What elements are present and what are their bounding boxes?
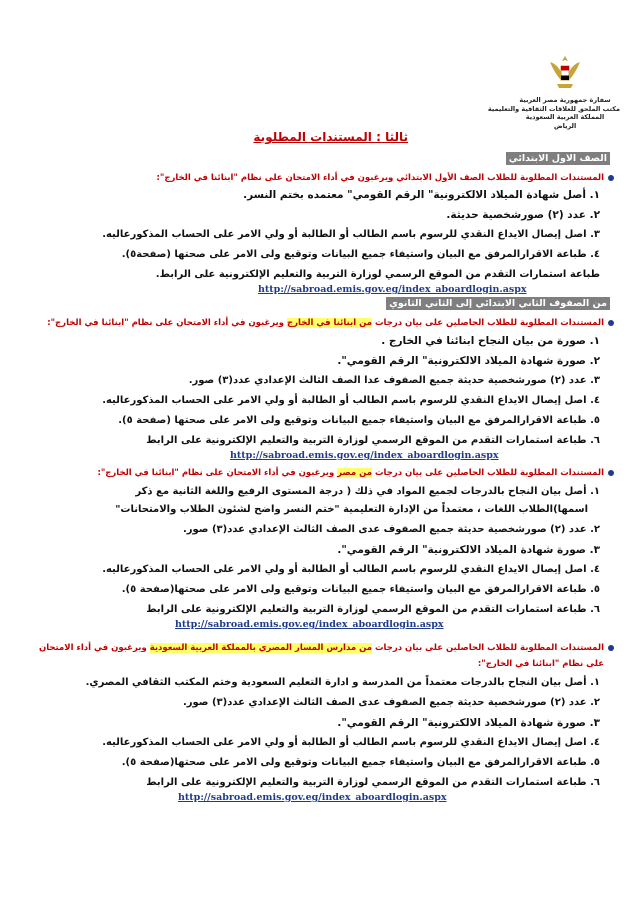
section2-item-2: ٢. صورة شهادة الميلاد الالكترونية" الرقم القومي". (337, 355, 600, 367)
embassy-header (487, 52, 620, 130)
section4-item-6: ٦. طباعة استمارات التقدم من الموقع الرسمي لوزارة التربية والتعليم الإلكترونية على الرابط (146, 777, 600, 788)
section3-link[interactable]: http://sabroad.emis.gov.eg/index_aboardlogin.aspx (175, 619, 444, 630)
section4-item-2: ٢. عدد (٢) صورشخصية حديثة جميع الصفوف عدى الصف الثالث الإعدادي عدد(٣) صور. (182, 697, 600, 708)
section3-item-4: ٤. اصل إيصال الايداع النقدي للرسوم باسم الطالب أو الطالبة أو ولي الامر على الحساب المذكورعاليه. (102, 564, 600, 575)
section4-item-3: ٣. صورة شهادة الميلاد الالكترونية" الرقم القومي". (337, 717, 600, 729)
section2-heading: من الصفوف الثاني الابتدائي إلى الثاني الثانوي (386, 297, 610, 310)
section1-bullet: المستندات المطلوبة للطلاب الصف الأول الابتدائي ويرغبون في أداء الامتحان على نظام "ابنائنا في الخارج": (156, 173, 604, 183)
section3-item-6: ٦. طباعة استمارات التقدم من الموقع الرسمي لوزارة التربية والتعليم الإلكترونية على الرابط (146, 604, 600, 615)
section3-item-3: ٣. صورة شهادة الميلاد الالكترونية" الرقم القومي". (337, 544, 600, 556)
ministry-line-3: المملكة العربية السعودية (525, 113, 605, 121)
ministry-line-1: سفارة جمهورية مصر العربية (519, 96, 611, 104)
section1-item-5: طباعة استمارات التقدم من الموقع الرسمي لوزارة التربية والتعليم الإلكترونية على الرابط. (155, 269, 600, 280)
section1-item-4: ٤. طباعة الاقرارالمرفق مع البيان واستيفاء جميع البيانات وتوقيع ولى الامر على صحتها (صفحة٥). (121, 249, 600, 260)
section3-item-1: ١. أصل بيان النجاح بالدرجات لجميع المواد في ذلك ( درجة المستوى الرفيع واللغة الثانية مع ذكر (135, 486, 600, 497)
section4-bullet-cont: على نظام "ابنائنا في الخارج": (477, 659, 604, 669)
section2-bullet: المستندات المطلوبة للطلاب الحاصلين على بيان درجات من ابنائنا في الخارج ويرغبون في أداء الامتحان على نظام "ابنائنا في الخارج": (47, 318, 604, 328)
section2-item-6: ٦. طباعة استمارات التقدم من الموقع الرسمي لوزارة التربية والتعليم الإلكترونية على الرابط (146, 435, 600, 446)
section3-item-2: ٢. عدد (٢) صورشخصية حديثة جميع الصفوف عدى الصف الثالث الإعدادي عدد(٣) صور. (182, 524, 600, 535)
section1-heading: الصف الاول الابتدائي (506, 152, 610, 165)
section3-item-5: ٥. طباعة الاقرارالمرفق مع البيان واستيفاء جميع البيانات وتوقيع ولى الامر على صحتها(صفحة ٥). (121, 584, 600, 595)
ministry-line-2: مكتب الملحق للعلاقات الثقافية والتعليمية (487, 104, 620, 113)
section1-item-3: ٣. اصل إيصال الايداع النقدي للرسوم باسم الطالب أو الطالبة أو ولي الامر على الحساب المذكورعاليه. (102, 229, 600, 240)
section4-item-5: ٥. طباعة الاقرارالمرفق مع البيان واستيفاء جميع البيانات وتوقيع ولى الامر على صحتها(صفحة ٥). (121, 757, 600, 768)
bullet-dot (608, 320, 614, 326)
bullet-dot (608, 470, 614, 476)
section4-bullet: المستندات المطلوبة للطلاب الحاصلين على بيان درجات من مدارس المسار المصري بالمملكة العربية السعودية ويرغبون في أداء الامتحان (38, 643, 604, 653)
section3-bullet: المستندات المطلوبة للطلاب الحاصلين على بيان درجات من مصر ويرغبون في أداء الامتحان على نظام "ابنائنا في الخارج": (97, 468, 604, 478)
ministry-line-4: الرياض (553, 121, 577, 130)
section1-link[interactable]: http://sabroad.emis.gov.eg/index_aboardlogin.aspx (258, 284, 527, 295)
bullet-dot (608, 175, 614, 181)
section3-item-1-cont: اسمها)الطلاب اللغات ، معتمداً من الإدارة التعليمية "ختم النسر واضح لشئون الطلاب والامتحانات" (115, 504, 588, 515)
section2-item-1: ١. صورة من بيان النجاح ابنائنا في الخارج . (381, 335, 600, 347)
section2-link[interactable]: http://sabroad.emis.gov.eg/index_aboardlogin.aspx (230, 450, 499, 461)
section2-item-4: ٤. اصل إيصال الايداع النقدي للرسوم باسم الطالب أو الطالبة أو ولي الامر على الحساب المذكورعاليه. (102, 395, 600, 406)
section4-link[interactable]: http://sabroad.emis.gov.eg/index_aboardlogin.aspx (178, 792, 447, 803)
section1-item-1: ١. أصل شهادة الميلاد الالكترونية" الرقم القومي" معتمده بختم النسر. (243, 189, 600, 201)
section1-item-2: ٢. عدد (٢) صورشخصية حديثة. (446, 209, 600, 221)
section4-item-1: ١. أصل بيان النجاح بالدرجات معتمداً من المدرسة و ادارة التعليم السعودية وختم المكتب الثقافي المصري. (85, 677, 600, 688)
bullet-dot (608, 645, 614, 651)
page-title: ثالثا : المستندات المطلوبة (253, 130, 408, 144)
section2-item-5: ٥. طباعة الاقرارالمرفق مع البيان واستيفاء جميع البيانات وتوقيع ولى الامر على صحتها (صفحة ٥). (118, 415, 600, 426)
section2-item-3: ٣. عدد (٢) صورشخصية حديثة جميع الصفوف عدا الصف الثالث الإعدادي عدد(٣) صور. (188, 375, 600, 386)
section4-item-4: ٤. اصل إيصال الايداع النقدي للرسوم باسم الطالب أو الطالبة أو ولي الامر على الحساب المذكورعاليه. (102, 737, 600, 748)
eagle-emblem-icon (547, 52, 583, 92)
